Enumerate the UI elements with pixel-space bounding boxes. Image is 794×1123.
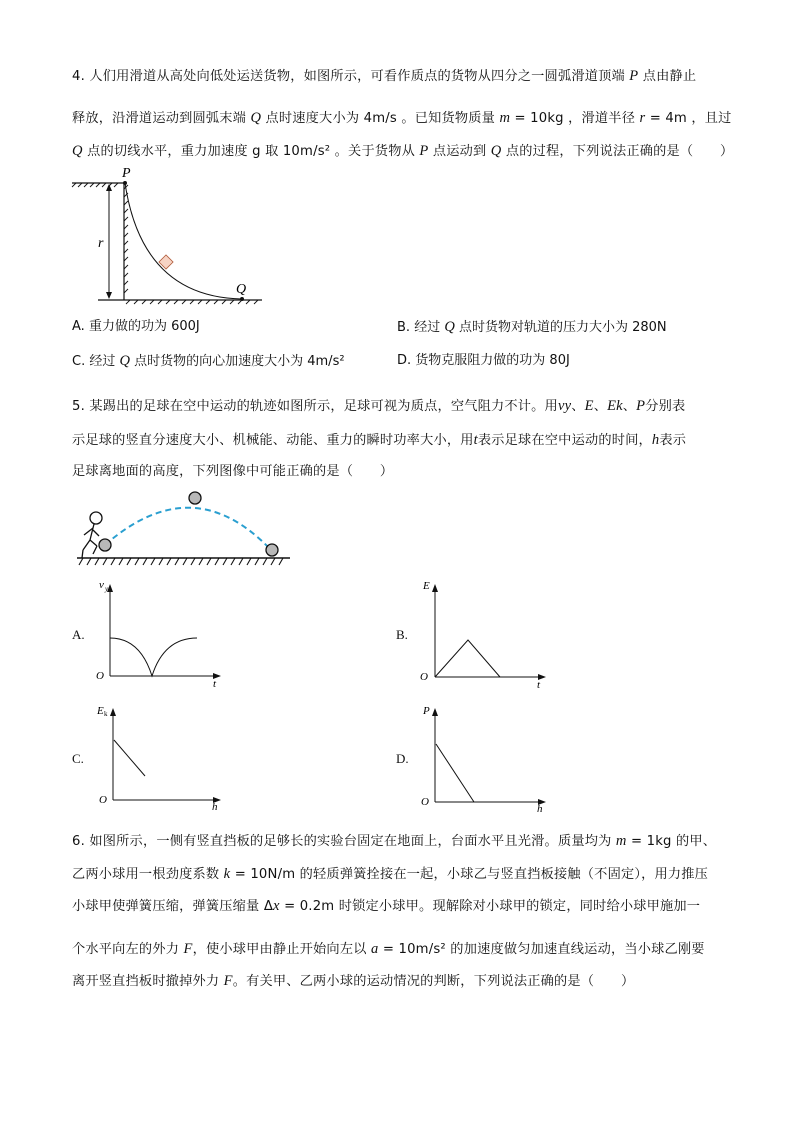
svg-text:E: E — [423, 580, 430, 592]
svg-text:t: t — [537, 679, 541, 691]
q6-line-1: 6. 如图所示，一侧有竖直挡板的足够长的实验台固定在地面上，台面水平且光滑。质量均为 m = 1kg 的甲、 — [72, 833, 717, 849]
q4-option-a[interactable]: A. 重力做的功为 600J — [72, 319, 200, 334]
svg-text:O: O — [96, 670, 104, 682]
svg-text:k: k — [104, 710, 108, 718]
svg-text:O: O — [421, 796, 429, 808]
radius-label: r — [98, 236, 104, 251]
svg-text:E: E — [97, 705, 104, 717]
svg-text:h: h — [212, 801, 218, 813]
q4-line-1: 4. 人们用滑道从高处向低处运送货物，如图所示，可看作质点的货物从四分之一圆弧滑道顶端 P 点由静止 — [72, 68, 697, 84]
ball-start-icon — [99, 539, 111, 551]
q4-line-3: Q 点的切线水平，重力加速度 g 取 10m/s² 。关于货物从 P 点运动到 Q 点的过程，下列说法正确的是（ ） — [72, 143, 734, 159]
ball-end-icon — [266, 544, 278, 556]
q6-line-3: 小球甲使弹簧压缩，弹簧压缩量 Δx = 0.2m 时锁定小球甲。现解除对小球甲的锁定，同时给小球甲施加一 — [72, 898, 701, 914]
svg-text:t: t — [213, 678, 217, 690]
kicker-figure-icon — [82, 512, 102, 558]
graph-c-ek-h — [95, 700, 235, 813]
q4-option-d[interactable]: D. 货物克服阻力做的功为 80J — [397, 353, 570, 368]
football-trajectory-diagram — [75, 488, 295, 568]
graph-d-p-h — [420, 700, 560, 815]
svg-text:P: P — [423, 705, 430, 717]
svg-text:y: y — [105, 585, 109, 593]
svg-text:h: h — [537, 803, 543, 815]
q4-option-c[interactable]: C. 经过 Q 点时货物的向心加速度大小为 4m/s² — [72, 353, 345, 369]
q6-line-4: 个水平向左的外力 F，使小球甲由静止开始向左以 a = 10m/s² 的加速度做匀加速直线运动，当小球乙刚要 — [72, 941, 705, 957]
graph-b-e-t — [420, 578, 560, 691]
svg-text:O: O — [99, 794, 107, 806]
q5-line-2: 示足球的竖直分速度大小、机械能、动能、重力的瞬时功率大小，用t表示足球在空中运动的时间，h表示 — [72, 432, 687, 448]
q5-line-3: 足球离地面的高度，下列图像中可能正确的是（ ） — [72, 464, 394, 479]
point-q-label: Q — [236, 282, 247, 297]
ball-peak-icon — [189, 492, 201, 504]
svg-text:v: v — [99, 579, 104, 591]
point-p-label: P — [122, 166, 131, 181]
q5-line-1: 5. 某踢出的足球在空中运动的轨迹如图所示，足球可视为质点，空气阻力不计。用vy、E、Ek、P分别表 — [72, 398, 686, 414]
q4-option-b[interactable]: B. 经过 Q 点时货物对轨道的压力大小为 280N — [397, 319, 667, 335]
svg-text:O: O — [420, 671, 428, 683]
graph-a-vy-t — [95, 578, 235, 688]
q6-line-5: 离开竖直挡板时撤掉外力 F。有关甲、乙两小球的运动情况的判断，下列说法正确的是（ ） — [72, 973, 635, 989]
slide-diagram — [72, 165, 282, 305]
q6-line-2: 乙两小球用一根劲度系数 k = 10N/m 的轻质弹簧拴接在一起，小球乙与竖直挡板接触（不固定），用力推压 — [72, 866, 709, 882]
q4-line-2: 释放，沿滑道运动到圆弧末端 Q 点时速度大小为 4m/s 。已知货物质量 m = 10kg ，滑道半径 r = 4m ，且过 — [72, 110, 732, 126]
